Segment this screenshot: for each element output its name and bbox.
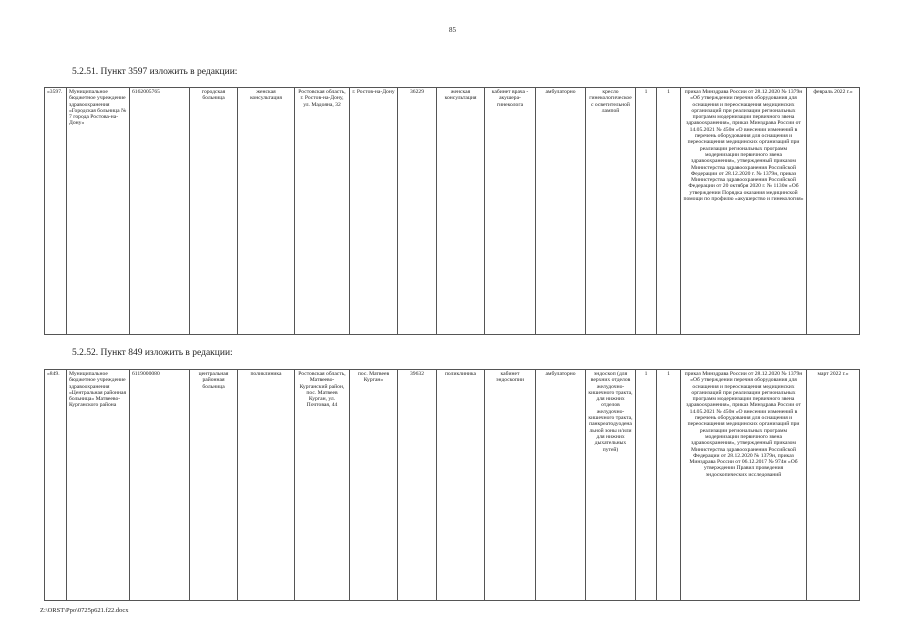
- equipment: эндоскоп (для верхних отделов желудочно-кишечного тракта, для нижних отделов желудочно-кишечного тракта, панкреатодуоденальной зоны и/или для нижних дыхательных путей): [586, 370, 636, 601]
- quantity-2: 1: [657, 370, 681, 601]
- code: 39632: [398, 370, 437, 601]
- institution-name: Муниципальное бюджетное учреждение здравоохранения «Центральная районная больница» Матвеево-Курганского района: [67, 370, 130, 601]
- basis: приказ Минздрава России от 28.12.2020 № 1379н «Об утверждении перечня оборудования для оснащения и переоснащения медицинских организаций при реализации региональных программ модернизации первичного звена здравоохранения», приказ Минздрава России от 14.05.2021 № 450н «О внесении изменений в перечень оборудования для оснащения и переоснащения медицинских организаций при реализации региональных программ модернизации первичного звена здравоохранения», утвержденный приказом Министерства здравоохранения Российской Федерации от 28.12.2020 г. № 1379н, приказ Министерства здравоохранения Российской Федерации от 20 октября 2020 г. № 1130н «Об утверждении Порядка оказания медицинской помощи по профилю «акушерство и гинекология»: [681, 88, 807, 335]
- date: февраль 2022 г.»: [807, 88, 860, 335]
- inn: 6162005765: [130, 88, 190, 335]
- quantity-1: 1: [636, 370, 657, 601]
- room: кабинет эндоскопии: [485, 370, 536, 601]
- institution-name: Муниципальное бюджетное учреждение здравоохранения «Городская больница № 7 города Ростова-на-Дону»: [67, 88, 130, 335]
- department: поликлиника: [238, 370, 295, 601]
- inn: 6119000080: [130, 370, 190, 601]
- section-heading-849: 5.2.52. Пункт 849 изложить в редакции:: [72, 348, 233, 358]
- basis: приказ Минздрава России от 28.12.2020 № 1379н «Об утверждении перечня оборудования для оснащения и переоснащения медицинских организаций при реализации региональных программ модернизации первичного звена здравоохранения», приказ Минздрава России от 14.05.2021 № 450н «О внесении изменений в перечень оборудования для оснащения и переоснащения медицинских организаций при реализации региональных программ модернизации первичного звена здравоохранения», утвержденный приказом Министерства здравоохранения Российской Федерации от 28.12.2020 № 1379н, приказ Минздрава России от 06.12.2017 № 974н «Об утверждении Правил проведения эндоскопических исследований: [681, 370, 807, 601]
- table-row: [45, 370, 860, 601]
- table-row: [45, 88, 860, 335]
- equipment: кресло гинекологическое с осветительной лампой: [586, 88, 636, 335]
- conditions: амбулаторно: [536, 88, 586, 335]
- section-heading-3597: 5.2.51. Пункт 3597 изложить в редакции:: [72, 67, 238, 77]
- row-number: «3597.: [45, 88, 67, 335]
- profile: женская консультация: [437, 88, 485, 335]
- quantity-1: 1: [636, 88, 657, 335]
- code: 36229: [398, 88, 437, 335]
- department: женская консультация: [238, 88, 295, 335]
- org-type: центральная районная больница: [190, 370, 238, 601]
- page-number: 85: [449, 26, 456, 34]
- date: март 2022 г.»: [807, 370, 860, 601]
- profile: поликлиника: [437, 370, 485, 601]
- org-type: городская больница: [190, 88, 238, 335]
- municipality: пос. Матвеев Курган»: [350, 370, 398, 601]
- equipment-table-849: [44, 369, 860, 601]
- file-path-footer: Z:\ORST\Ppo\0725p621.f22.docx: [40, 607, 129, 614]
- municipality: г. Ростов-на-Дону: [350, 88, 398, 335]
- equipment-table-3597: [44, 87, 860, 335]
- row-number: «849.: [45, 370, 67, 601]
- address: Ростовская область, Матвеево-Курганский район, пос. Матвеев Курган, ул. Почтовая, 44: [295, 370, 350, 601]
- conditions: амбулаторно: [536, 370, 586, 601]
- quantity-2: 1: [657, 88, 681, 335]
- room: кабинет врача - акушера-гинеколога: [485, 88, 536, 335]
- address: Ростовская область, г. Ростов-на-Дону, ул. Мадояна, 32: [295, 88, 350, 335]
